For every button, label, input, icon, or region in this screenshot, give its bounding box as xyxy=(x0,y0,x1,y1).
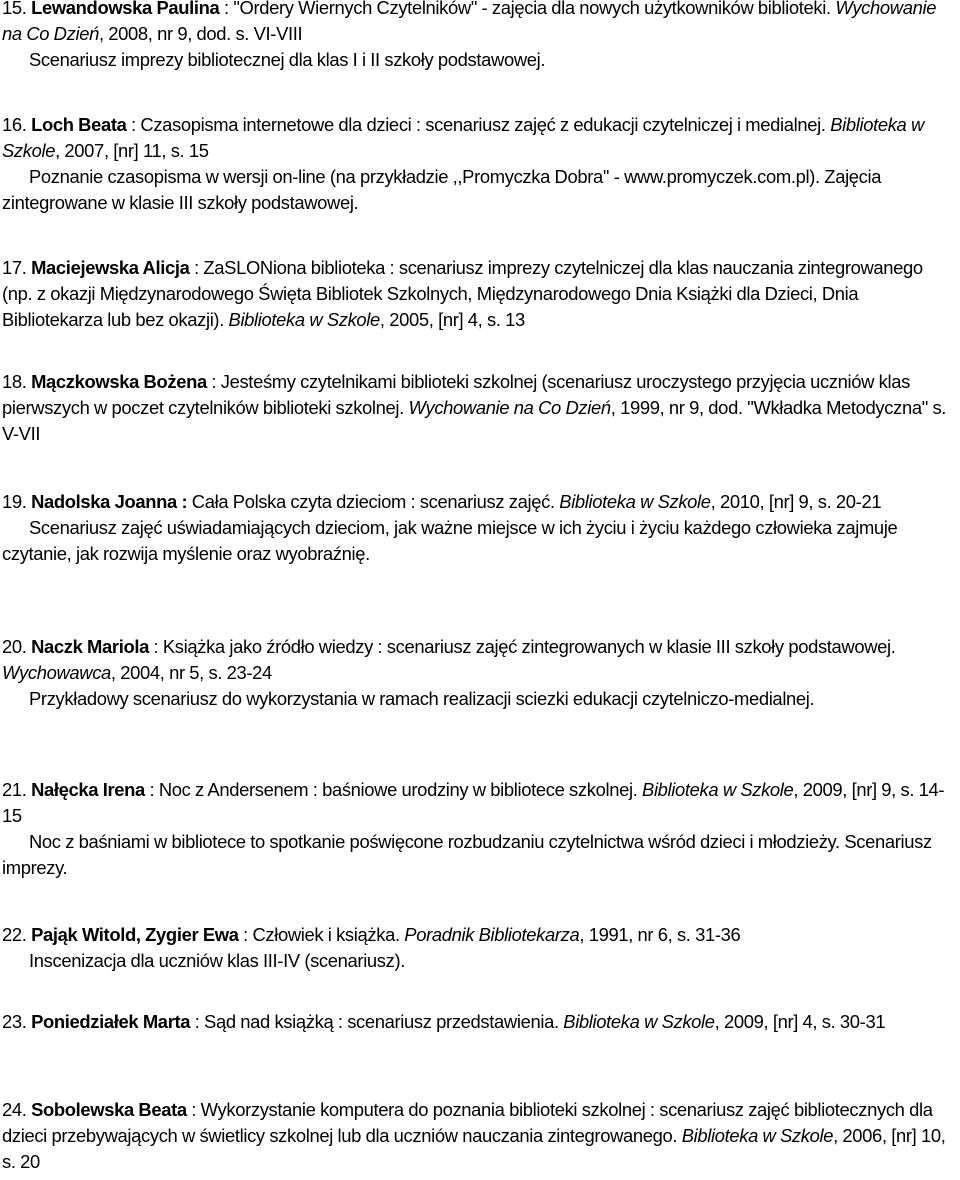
entry-journal: Biblioteka w Szkole xyxy=(563,1011,715,1032)
entry-details: , 2006, [nr] 10, s. 20 xyxy=(2,1125,946,1172)
entry-title: : Wykorzystanie komputera do poznania biblioteki szkolnej : scenariusz zajęć bibliotecznych dla dzieci przebywających w świetlicy szkolnej lub dla uczniów nauczania zintegrowanego. xyxy=(2,1099,933,1146)
entry-journal: Poradnik Bibliotekarza xyxy=(404,924,580,945)
entry-journal: Biblioteka w Szkole xyxy=(2,114,924,161)
entry-journal: Biblioteka w Szkole xyxy=(681,1125,834,1146)
entry-details: , 2009, [nr] 4, s. 30-31 xyxy=(714,1011,886,1032)
entry-number: 22. xyxy=(2,924,27,945)
entry-number: 21. xyxy=(2,779,27,800)
entry-journal: Wychowawca xyxy=(2,662,111,683)
entry-note: Poznanie czasopisma w wersji on-line (na przykładzie ,,Promyczka Dobra'' - www.promyczek.com.pl). Zajęcia zintegrowane w klasie III szkoły podstawowej. xyxy=(2,166,882,213)
entry-details: , 2007, [nr] 11, s. 15 xyxy=(55,140,209,161)
entry-journal: Wychowanie na Co Dzień xyxy=(408,397,611,418)
entry-details: , 2008, nr 9, dod. s. VI-VIII xyxy=(98,23,303,44)
entry-details: , 2010, [nr] 9, s. 20-21 xyxy=(710,491,882,512)
entry-journal: Wychowanie na Co Dzień xyxy=(2,0,937,44)
entry-details: , 1999, nr 9, dod. "Wkładka Metodyczna" s. V-VII xyxy=(2,397,947,444)
entry-title: Cała Polska czyta dzieciom : scenariusz zajęć. xyxy=(187,491,560,512)
entry-number: 19. xyxy=(2,491,27,512)
entry-title: : Czasopisma internetowe dla dzieci : scenariusz zajęć z edukacji czytelniczej i medialnej. xyxy=(126,114,831,135)
entry-title: : Noc z Andersenem : baśniowe urodziny w bibliotece szkolnej. xyxy=(144,779,643,800)
bibliography-entry xyxy=(2,777,952,881)
entry-title: : Jesteśmy czytelnikami biblioteki szkolnej (scenariusz uroczystego przyjęcia uczniów klas pierwszych w poczet czytelników biblioteki szkolnej. xyxy=(2,371,910,418)
entry-journal: Biblioteka w Szkole xyxy=(642,779,794,800)
entry-journal: Biblioteka w Szkole xyxy=(559,491,711,512)
bibliography-entry xyxy=(2,1009,952,1035)
entry-title: : ZaSLONiona biblioteka : scenariusz imprezy czytelniczej dla klas nauczania zintegrowanego (np. z okazji Międzynarodowego Święta Bibliotek Szkolnych, Międzynarodowego Dnia Książki dla Dzieci, Dnia Bibliotekarza lub bez okazji). xyxy=(2,257,923,330)
bibliography-entry xyxy=(2,489,952,567)
entry-note: Noc z baśniami w bibliotece to spotkanie poświęcone rozbudzaniu czytelnictwa wśród dzieci i młodzieży. Scenariusz imprezy. xyxy=(2,831,932,878)
bibliography-entry xyxy=(2,922,952,974)
entry-author: Maciejewska Alicja xyxy=(31,257,190,278)
entry-title: : "Ordery Wiernych Czytelników" - zajęcia dla nowych użytkowników biblioteki. xyxy=(219,0,836,18)
entry-journal: Biblioteka w Szkole xyxy=(228,309,380,330)
bibliography-entry xyxy=(2,634,952,712)
bibliography-entry xyxy=(2,255,952,333)
entry-note: Przykładowy scenariusz do wykorzystania w ramach realizacji sciezki edukacji czytelniczo-medialnej. xyxy=(29,688,815,709)
entry-note: Scenariusz zajęć uświadamiających dzieciom, jak ważne miejsce w ich życiu i życiu każdego człowieka zajmuje czytanie, jak rozwija myślenie oraz wyobraźnię. xyxy=(2,517,898,564)
entry-number: 17. xyxy=(2,257,27,278)
entry-details: , 2005, [nr] 4, s. 13 xyxy=(379,309,525,330)
bibliography-entry xyxy=(2,112,952,216)
entry-author: Lewandowska Paulina xyxy=(31,0,220,18)
entry-note: Inscenizacja dla uczniów klas III-IV (scenariusz). xyxy=(29,950,406,971)
entry-title: : Człowiek i książka. xyxy=(238,924,405,945)
entry-title: : Sąd nad książką : scenariusz przedstawienia. xyxy=(190,1011,564,1032)
entry-note: Scenariusz imprezy bibliotecznej dla klas I i II szkoły podstawowej. xyxy=(29,49,546,70)
entry-author: Mączkowska Bożena xyxy=(31,371,207,392)
entry-number: 20. xyxy=(2,636,27,657)
entry-number: 23. xyxy=(2,1011,27,1032)
entry-author: Nadolska Joanna : xyxy=(31,491,188,512)
bibliography-entry xyxy=(2,0,952,73)
entry-details: , 2004, nr 5, s. 23-24 xyxy=(110,662,272,683)
entry-author: Loch Beata xyxy=(31,114,127,135)
entry-number: 24. xyxy=(2,1099,27,1120)
entry-details: , 1991, nr 6, s. 31-36 xyxy=(579,924,741,945)
bibliography-entry xyxy=(2,369,952,447)
entry-author: Naczk Mariola xyxy=(31,636,149,657)
entry-details: , 2009, [nr] 9, s. 14-15 xyxy=(2,779,945,826)
entry-title: : Książka jako źródło wiedzy : scenariusz zajęć zintegrowanych w klasie III szkoły podstawowej. xyxy=(148,636,896,657)
entry-author: Poniedziałek Marta xyxy=(31,1011,191,1032)
entry-number: 15. xyxy=(2,0,27,18)
entry-author: Nałęcka Irena xyxy=(31,779,145,800)
bibliography-entry xyxy=(2,1097,952,1175)
entry-author: Sobolewska Beata xyxy=(31,1099,187,1120)
entry-author: Pająk Witold, Zygier Ewa xyxy=(31,924,239,945)
entry-number: 16. xyxy=(2,114,27,135)
entry-number: 18. xyxy=(2,371,27,392)
